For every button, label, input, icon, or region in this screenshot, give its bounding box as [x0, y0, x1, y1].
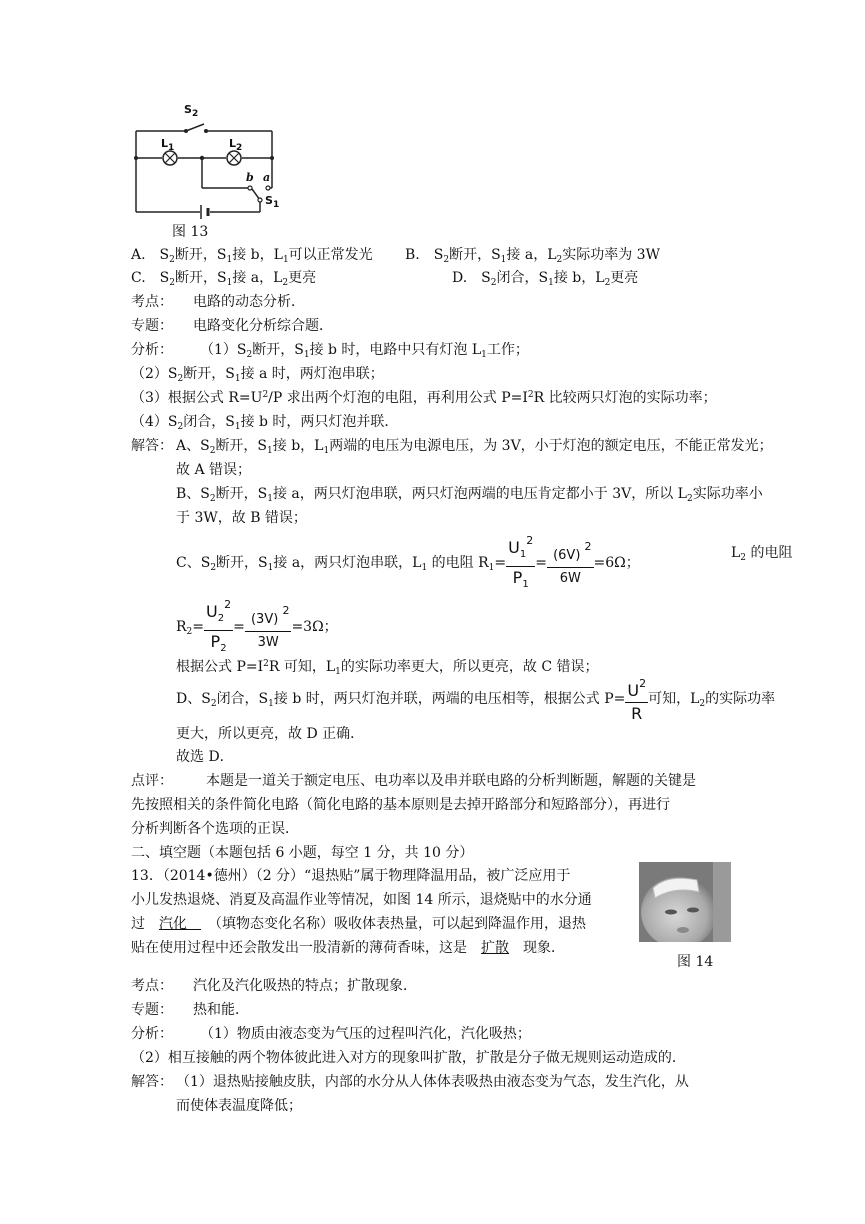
- q13-kaodian-label: 考点：: [131, 978, 173, 994]
- option-c: C. $S_2$断开，$S_1$接 a，$L_2$更亮: [131, 270, 317, 288]
- q13-jieda-1: （1）退热贴接触皮肤，内部的水分从人体体表吸热由液态变为气态，发生汽化，从: [176, 1074, 689, 1090]
- q13-line-3: 过 汽化 （填物态变化名称）吸收体表热量，可以起到降温作用，退热: [131, 916, 586, 932]
- figure-13-caption: 图 13: [172, 224, 209, 240]
- dianping-2: 先按照相关的条件简化电路（简化电路的基本原则是去掉开路部分和短路部分），再进行: [131, 797, 670, 813]
- fraction-u1-p1: $\frac{U_1^2}{P_1}$: [506, 530, 535, 596]
- option-d: D. $S_2$闭合，$S_1$接 b，$L_2$更亮: [452, 270, 639, 288]
- jieda-b: B、$S_2$断开，$S_1$接 a，两只灯泡串联，两只灯泡两端的电压肯定都小于 3V，所以 $L_2$实际功率小: [176, 486, 763, 504]
- jieda-d2: 更大，所以更亮，故 D 正确．: [176, 726, 365, 742]
- fraction-u2-p2: $\frac{U_2^2}{P_2}$: [204, 594, 233, 660]
- jieda-d: D、$S_2$闭合，$S_1$接 b 时，两只灯泡并联，两端的电压相等，根据公式 P= $\frac{U^2}{R}$ 可知，$L_2$的实际功率: [176, 673, 775, 723]
- jieda-a: A、$S_2$断开，$S_1$接 b，$L_1$两端的电压为电源电压，为 3V，小于灯泡的额定电压，不能正常发光；: [176, 438, 773, 456]
- figure-14-caption: 图 14: [677, 954, 714, 970]
- fenxi-4: $(4)S_2$闭合，$S_1$接 b 时，两只灯泡并联．: [131, 414, 399, 432]
- jieda-a2: 故 A 错误；: [176, 462, 252, 478]
- jieda-b2: 于 3W，故 B 错误；: [176, 510, 307, 526]
- option-a: A. $S_2$断开，$S_1$接 b，$L_1$可以正常发光: [131, 247, 373, 265]
- q13-zhuanti-text: 热和能．: [193, 1002, 249, 1018]
- zhuanti-text: 电路变化分析综合题．: [193, 318, 333, 334]
- q13-fenxi-2: （2）相互接触的两个物体彼此进入对方的现象叫扩散，扩散是分子做无规则运动造成的．: [131, 1050, 686, 1066]
- jieda-c-right: $L_2$ 的电阻: [731, 545, 793, 563]
- q13-line-4: 贴在使用过程中还会散发出一股清新的薄荷香味，这是 扩散 现象．: [131, 940, 565, 956]
- dianping-3: 分析判断各个选项的正误．: [131, 821, 299, 837]
- q13-jieda-2: 而使体表温度降低；: [176, 1098, 302, 1114]
- q13-fenxi-1: （1）物质由液态变为气压的过程叫汽化，汽化吸热；: [200, 1026, 531, 1042]
- answer-2: 扩散: [481, 940, 509, 956]
- dianping-1: 本题是一道关于额定电压、电功率以及串并联电路的分析判断题，解题的关键是: [206, 773, 696, 789]
- q13-kaodian-text: 汽化及汽化吸热的特点；扩散现象．: [193, 978, 417, 994]
- fenxi-2: $(2)S_2$断开，$S_1$接 a 时，两灯泡串联；: [131, 366, 384, 384]
- fraction-3v-3w: $\frac{(3V) ^2}{3W}$: [245, 600, 292, 654]
- label-b: b: [246, 171, 254, 184]
- label-l2: $L_2$: [229, 137, 243, 153]
- q13-zhuanti-label: 专题：: [131, 1002, 173, 1018]
- label-s2: $S_2$: [184, 103, 199, 119]
- label-a: a: [263, 171, 271, 184]
- zhuanti-label: 专题：: [131, 318, 173, 334]
- fraction-6v-6w: $\frac{(6V) ^2}{6W}$: [547, 536, 594, 590]
- fenxi-3: （3）根据公式 $R=U^2/P$ 求出两个灯泡的电阻，再利用公式 $P=I^2R$ 比较两只灯泡的实际功率；: [131, 390, 717, 406]
- q13-line-1: 13．（2014•德州）（2 分）“退热贴”属于物理降温用品，被广泛应用于: [131, 868, 571, 884]
- kaodian-text: 电路的动态分析．: [193, 294, 305, 310]
- label-s1: $S_1$: [265, 194, 280, 210]
- label-l1: $L_1$: [161, 137, 175, 153]
- answer-1: 汽化: [159, 916, 187, 932]
- fenxi-1: $(1)S_2$断开，$S_1$接 b 时，电路中只有灯泡 $L_1$工作；: [200, 342, 529, 360]
- jieda-c: C、$S_2$断开，$S_1$接 a，两只灯泡串联，$L_1$ 的电阻 $R_1=$ $\frac{U_1^2}{P_1}$ = $\frac{(6V) ^2}{6W}$ =6Ω；: [176, 530, 640, 580]
- q13-fenxi-label: 分析：: [131, 1026, 173, 1042]
- kaodian-label: 考点：: [131, 294, 173, 310]
- circuit-diagram-figure-13: [128, 104, 288, 222]
- q13-jieda-label: 解答：: [131, 1074, 173, 1090]
- dianping-label: 点评：: [131, 773, 173, 789]
- jieda-c3: 根据公式 $P=I^2R$ 可知，$L_1$的实际功率更大，所以更亮，故 C 错误；: [176, 659, 599, 677]
- jieda-d3: 故选 D．: [176, 749, 234, 765]
- section-title: 二、填空题（本题包括 6 小题，每空 1 分，共 10 分）: [131, 845, 474, 861]
- fenxi-label: 分析：: [131, 342, 173, 358]
- baby-photo-figure-14: [639, 862, 731, 942]
- q13-line-2: 小儿发热退烧、消夏及高温作业等情况，如图 14 所示，退烧贴中的水分通: [131, 892, 592, 908]
- jieda-label: 解答：: [131, 438, 173, 454]
- baby-photo-drawing: [639, 862, 731, 942]
- jieda-c2: $R_2=$ $\frac{U_2^2}{P_2}$ = $\frac{(3V) ^2}{3W}$ =3Ω；: [176, 594, 338, 644]
- option-b: B. $S_2$断开，$S_1$接 a，$L_2$实际功率为 3W: [405, 247, 660, 265]
- fraction-u2-r: $\frac{U^2}{R}$: [625, 673, 648, 725]
